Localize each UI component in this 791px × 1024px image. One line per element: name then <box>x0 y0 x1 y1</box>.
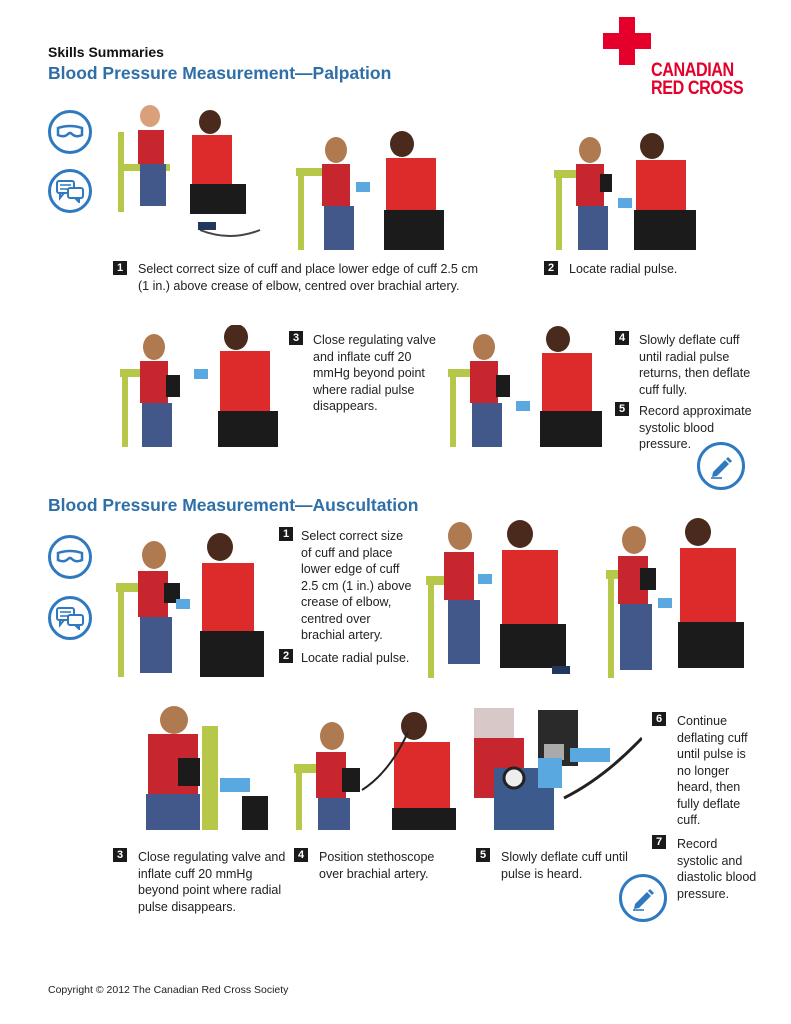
photo-auscultation-step-5 <box>474 708 642 830</box>
copyright-footer: Copyright © 2012 The Canadian Red Cross Society <box>48 984 289 996</box>
photo-palpation-step-4 <box>438 325 610 447</box>
step-number: 4 <box>615 331 629 345</box>
step-number: 5 <box>615 402 629 416</box>
auscultation-step-4 <box>294 848 464 888</box>
step-text: Close regulating valve and inflate cuff 20 mmHg beyond point where radial pulse disappears. <box>138 850 286 914</box>
step-text: Select correct size of cuff and place lower edge of cuff 2.5 cm (1 in.) above crease of elbow, centred over brachial artery. <box>138 262 478 293</box>
palpation-title: Blood Pressure Measurement—Palpation <box>48 63 392 83</box>
step-number: 1 <box>113 261 127 275</box>
step-number: 3 <box>289 331 303 345</box>
photo-palpation-step-1 <box>110 102 282 244</box>
pencil-icon <box>697 442 745 490</box>
auscultation-step-2 <box>279 649 429 669</box>
step-text: Slowly deflate cuff until pulse is heard. <box>501 850 628 881</box>
step-number: 6 <box>652 712 666 726</box>
auscultation-step-3 <box>113 848 293 918</box>
photo-palpation-step-2 <box>540 128 714 250</box>
step-number: 4 <box>294 848 308 862</box>
step-text: Record approximate systolic blood pressure. <box>639 404 752 451</box>
step-number: 2 <box>279 649 293 663</box>
palpation-step-4 <box>615 331 755 406</box>
step-number: 3 <box>113 848 127 862</box>
speech-bubbles-icon <box>48 596 92 640</box>
palpation-step-1 <box>113 261 493 301</box>
photo-auscultation-step-2b <box>598 518 748 678</box>
auscultation-step-5 <box>476 848 636 888</box>
pencil-icon <box>619 874 667 922</box>
logo-line-2: RED CROSS <box>651 78 744 99</box>
auscultation-step-7 <box>652 835 762 925</box>
step-text: Select correct size of cuff and place lower edge of cuff 2.5 cm (1 in.) above crease of elbow, centred over brachial artery. <box>301 529 412 642</box>
step-text: Position stethoscope over brachial artery. <box>319 850 435 881</box>
step-number: 1 <box>279 527 293 541</box>
step-number: 7 <box>652 835 666 849</box>
photo-auscultation-step-1 <box>108 527 266 677</box>
palpation-step-3 <box>289 331 439 421</box>
speech-bubbles-icon <box>48 169 92 213</box>
photo-palpation-step-3 <box>110 325 282 447</box>
step-text: Locate radial pulse. <box>301 651 410 665</box>
step-text: Record systolic and diastolic blood pressure. <box>677 837 757 901</box>
logo-text <box>651 62 743 98</box>
logo-line-1: CANADIAN <box>651 60 734 81</box>
palpation-step-2 <box>544 261 724 281</box>
step-number: 2 <box>544 261 558 275</box>
step-text: Slowly deflate cuff until radial pulse returns, then deflate cuff fully. <box>639 333 751 397</box>
photo-palpation-step-1b <box>286 128 466 250</box>
photo-auscultation-step-3 <box>122 706 268 830</box>
goggles-icon <box>48 535 92 579</box>
red-cross-logo-icon <box>603 17 651 65</box>
step-text: Close regulating valve and inflate cuff 20 mmHg beyond point where radial pulse disappears. <box>313 333 436 413</box>
auscultation-step-6 <box>652 712 762 830</box>
step-text: Locate radial pulse. <box>569 262 678 276</box>
auscultation-title: Blood Pressure Measurement—Auscultation <box>48 495 419 515</box>
goggles-icon <box>48 110 92 154</box>
photo-auscultation-step-2a <box>420 518 592 678</box>
section-kicker: Skills Summaries <box>48 44 164 60</box>
step-text: Continue deflating cuff until pulse is no longer heard, then fully deflate cuff. <box>677 714 748 827</box>
auscultation-step-1 <box>279 527 429 647</box>
step-number: 5 <box>476 848 490 862</box>
photo-auscultation-step-4 <box>290 712 456 830</box>
